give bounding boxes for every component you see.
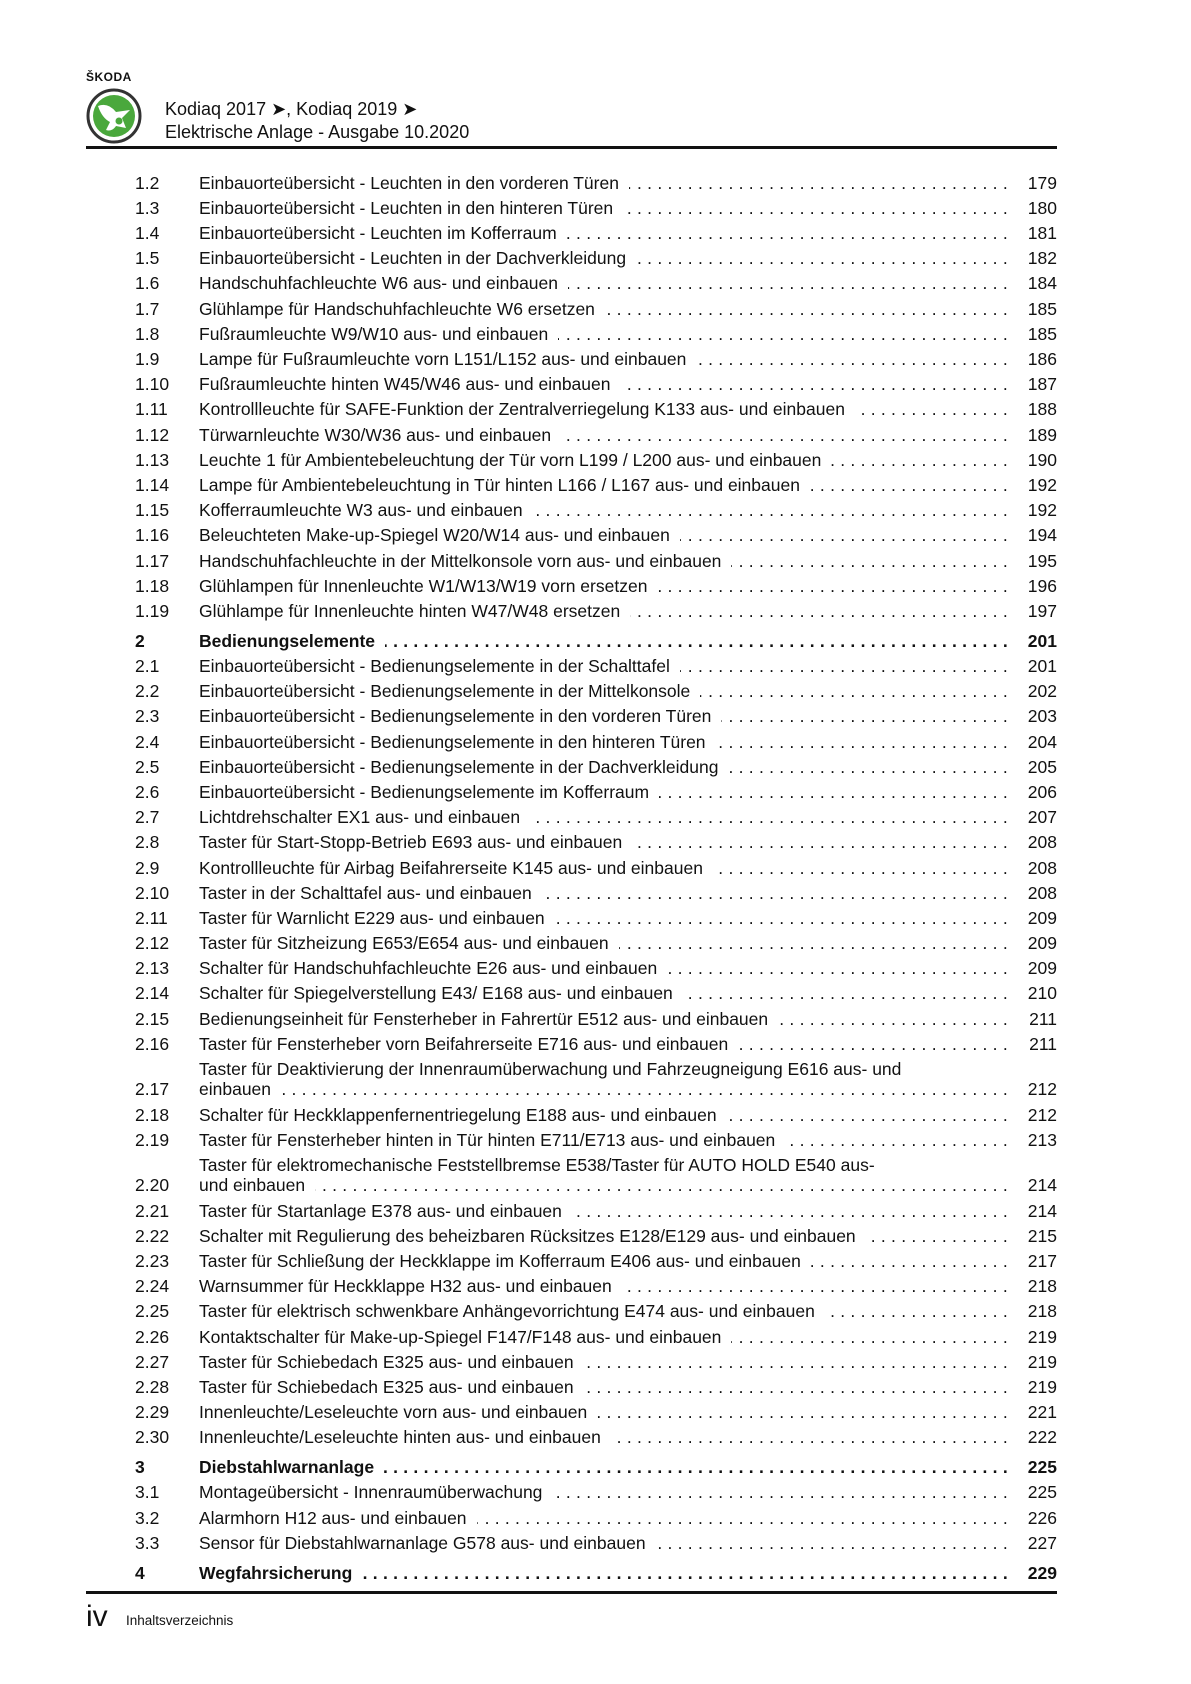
entry-title: Taster für Start-Stopp-Betrieb E693 aus- und einbauen (199, 832, 623, 853)
entry-page: 195 (1027, 550, 1057, 571)
entry-page: 208 (1027, 882, 1057, 903)
dot-leader (530, 807, 1013, 828)
toc-entry[interactable] (135, 1503, 1057, 1528)
dot-leader (552, 1482, 1013, 1503)
entry-page: 186 (1027, 349, 1057, 369)
dot-leader (572, 1201, 1013, 1222)
toc-entry[interactable] (135, 244, 1057, 269)
entry-number: 2.1 (135, 656, 160, 677)
dot-leader (623, 198, 1013, 219)
toc-entry[interactable] (135, 495, 1057, 520)
entry-number: 2.8 (135, 832, 160, 853)
dot-leader (731, 1327, 1013, 1348)
toc-entry[interactable] (135, 1004, 1057, 1029)
entry-title: Glühlampe für Handschuhfachleuchte W6 ersetzen (199, 298, 595, 319)
entry-page: 206 (1027, 781, 1057, 802)
entry-title: Beleuchteten Make-up-Spiegel W20/W14 aus- und einbauen (199, 525, 670, 546)
entry-number: 2.15 (135, 1008, 170, 1029)
entry-number: 1.18 (135, 575, 170, 596)
dot-leader (315, 1175, 1013, 1196)
entry-page: 221 (1027, 1402, 1057, 1423)
dot-leader (621, 374, 1014, 395)
dot-leader (683, 983, 1013, 1004)
dot-leader (713, 858, 1013, 879)
toc-entry[interactable] (135, 1054, 1057, 1100)
entry-number: 2.4 (135, 731, 160, 752)
dot-leader (729, 757, 1014, 778)
dot-leader (866, 1226, 1013, 1247)
dot-leader (362, 1563, 1013, 1584)
entry-page: 189 (1027, 424, 1057, 445)
entry-title: Leuchte 1 für Ambientebeleuchtung der Tür vorn L199 / L200 aus- und einbauen (199, 449, 822, 470)
dot-leader (605, 299, 1013, 320)
entry-number: 2.22 (135, 1225, 170, 1246)
entry-title: Innenleuchte/Leseleuchte vorn aus- und einbauen (199, 1402, 588, 1423)
entry-number: 1.6 (135, 273, 160, 294)
entry-title-continued: einbauen (199, 1079, 272, 1100)
dot-leader (716, 732, 1013, 753)
entry-number: 2.27 (135, 1351, 170, 1372)
dot-leader (659, 782, 1013, 803)
entry-page: 219 (1027, 1376, 1057, 1397)
toc-entry[interactable] (135, 420, 1057, 445)
dot-leader (811, 1251, 1013, 1272)
dot-leader (584, 1352, 1013, 1373)
entry-page: 212 (1027, 1104, 1057, 1125)
toc-entry[interactable] (135, 168, 1057, 193)
toc-section-entry[interactable] (135, 1453, 1057, 1478)
entry-title: Warnsummer für Heckklappe H32 aus- und einbauen (199, 1276, 612, 1297)
dot-leader (384, 1457, 1013, 1478)
entry-title: Alarmhorn H12 aus- und einbauen (199, 1507, 467, 1528)
entry-page: 184 (1027, 273, 1057, 294)
dot-leader (855, 399, 1013, 420)
toc-entry[interactable] (135, 677, 1057, 702)
toc-entry[interactable] (135, 1029, 1057, 1054)
entry-page: 209 (1027, 907, 1057, 928)
entry-title: Handschuhfachleuchte in der Mittelkonsole vorn aus- und einbauen (199, 550, 722, 571)
dot-leader (611, 1427, 1013, 1448)
dot-leader (657, 576, 1013, 597)
entry-title: Wegfahrsicherung (199, 1562, 353, 1583)
toc-entry[interactable] (135, 596, 1057, 621)
entry-number: 3.2 (135, 1507, 160, 1528)
entry-page: 207 (1027, 807, 1057, 828)
entry-page: 192 (1027, 500, 1057, 521)
entry-title: Einbauorteübersicht - Bedienungselemente in der Mittelkonsole (199, 681, 691, 702)
entry-page: 208 (1027, 857, 1057, 878)
dot-leader (721, 706, 1013, 727)
entry-title: Fußraumleuchte W9/W10 aus- und einbauen (199, 323, 549, 344)
entry-number: 2.2 (135, 681, 160, 702)
entry-number: 2.30 (135, 1427, 170, 1448)
dot-leader (584, 1377, 1013, 1398)
entry-title: Diebstahlwarnanlage (199, 1457, 375, 1478)
entry-number: 2.13 (135, 958, 170, 979)
entry-number: 2.18 (135, 1104, 170, 1125)
entry-title: Taster für Fensterheber hinten in Tür hinten E711/E713 aus- und einbauen (199, 1129, 776, 1150)
toc-entry[interactable] (135, 370, 1057, 395)
entry-number: 1.12 (135, 424, 170, 445)
dot-leader (778, 1009, 1013, 1030)
entry-title: Montageübersicht - Innenraumüberwachung (199, 1482, 543, 1503)
toc-entry[interactable] (135, 727, 1057, 752)
entry-page: 219 (1027, 1351, 1057, 1372)
toc-entry[interactable] (135, 294, 1057, 319)
entry-number: 1.3 (135, 197, 160, 218)
entry-title: Kontrollleuchte für SAFE-Funktion der Zentralverriegelung K133 aus- und einbauen (199, 399, 845, 420)
skoda-logo-icon (86, 88, 142, 144)
dot-leader (533, 500, 1013, 521)
toc-section-entry[interactable] (135, 1558, 1057, 1583)
toc-entry[interactable] (135, 702, 1057, 727)
entry-title: Schalter für Handschuhfachleuchte E26 aus- und einbauen (199, 958, 658, 979)
toc-entry[interactable] (135, 1221, 1057, 1246)
toc-entry[interactable] (135, 828, 1057, 853)
entry-title: Taster für elektromechanische Feststellbremse E538/Taster für AUTO HOLD E540 aus- (199, 1154, 875, 1175)
dot-leader (619, 933, 1013, 954)
entry-page: 226 (1027, 1507, 1057, 1528)
toc-entry[interactable] (135, 470, 1057, 495)
dot-leader (785, 1130, 1013, 1151)
entry-number: 1.16 (135, 525, 170, 546)
entry-title: Schalter für Heckklappenfernentriegelung E188 aus- und einbauen (199, 1104, 717, 1125)
entry-page: 187 (1027, 374, 1057, 395)
toc-entry[interactable] (135, 1372, 1057, 1397)
toc-entry[interactable] (135, 1196, 1057, 1221)
entry-title: Taster in der Schalttafel aus- und einbauen (199, 882, 532, 903)
entry-page: 213 (1027, 1129, 1057, 1150)
entry-title: Taster für Fensterheber vorn Beifahrerseite E716 aus- und einbauen (199, 1033, 729, 1054)
entry-page: 202 (1027, 681, 1057, 702)
toc-entry[interactable] (135, 1397, 1057, 1422)
toc-entry[interactable] (135, 802, 1057, 827)
dot-leader (831, 450, 1013, 471)
dot-leader (632, 832, 1013, 853)
entry-number: 2.25 (135, 1301, 170, 1322)
toc-entry[interactable] (135, 651, 1057, 676)
entry-number: 2 (135, 630, 145, 651)
entry-page: 181 (1027, 223, 1057, 244)
dot-leader (700, 681, 1013, 702)
dot-leader (558, 324, 1013, 345)
entry-number: 2.9 (135, 857, 160, 878)
entry-number: 3.1 (135, 1482, 160, 1503)
entry-title: Handschuhfachleuchte W6 aus- und einbauen (199, 273, 558, 294)
entry-title-continued: und einbauen (199, 1175, 306, 1196)
toc-entry[interactable] (135, 1322, 1057, 1347)
entry-number: 1.2 (135, 172, 160, 193)
entry-title: Einbauorteübersicht - Leuchten in den vorderen Türen (199, 172, 619, 193)
entry-number: 1.19 (135, 600, 170, 621)
dot-leader (636, 248, 1013, 269)
toc-entry[interactable] (135, 954, 1057, 979)
entry-title: Taster für Schließung der Heckklappe im Kofferraum E406 aus- und einbauen (199, 1250, 801, 1271)
dot-leader (727, 1105, 1013, 1126)
entry-page: 225 (1027, 1482, 1057, 1503)
entry-number: 1.15 (135, 500, 170, 521)
entry-title: Einbauorteübersicht - Leuchten im Kofferraum (199, 223, 557, 244)
dot-leader (281, 1079, 1013, 1100)
entry-page: 218 (1027, 1301, 1057, 1322)
document-title (165, 98, 469, 144)
entry-page: 192 (1027, 474, 1057, 495)
dot-leader (597, 1402, 1013, 1423)
entry-page: 203 (1027, 706, 1057, 727)
entry-number: 2.28 (135, 1376, 170, 1397)
footer-label: Inhaltsverzeichnis (126, 1613, 234, 1628)
entry-title: Einbauorteübersicht - Leuchten in der Dachverkleidung (199, 248, 627, 269)
dot-leader (680, 525, 1013, 546)
dot-leader (622, 1276, 1013, 1297)
toc-entry[interactable] (135, 395, 1057, 420)
entry-number: 2.10 (135, 882, 170, 903)
entry-number: 1.7 (135, 298, 160, 319)
entry-title: Kofferraumleuchte W3 aus- und einbauen (199, 500, 523, 521)
toc-entry[interactable] (135, 1478, 1057, 1503)
entry-title: Taster für Warnlicht E229 aus- und einbauen (199, 907, 545, 928)
dot-leader (629, 173, 1013, 194)
entry-title: Bedienungseinheit für Fensterheber in Fahrertür E512 aus- und einbauen (199, 1008, 769, 1029)
entry-number: 1.13 (135, 449, 170, 470)
entry-page: 214 (1027, 1200, 1057, 1221)
entry-title: Taster für Schiebedach E325 aus- und einbauen (199, 1351, 574, 1372)
entry-page: 218 (1027, 1276, 1057, 1297)
toc-entry[interactable] (135, 1423, 1057, 1448)
toc-entry[interactable] (135, 521, 1057, 546)
dot-leader (568, 273, 1013, 294)
entry-number: 1.5 (135, 248, 160, 269)
entry-page: 194 (1027, 525, 1057, 546)
entry-number: 2.19 (135, 1129, 170, 1150)
dot-leader (696, 349, 1013, 370)
entry-page: 210 (1027, 983, 1057, 1004)
toc-entry[interactable] (135, 344, 1057, 369)
entry-page: 182 (1027, 248, 1057, 269)
entry-title: Lampe für Fußraumleuchte vorn L151/L152 aus- und einbauen (199, 349, 687, 369)
dot-leader (738, 1034, 1013, 1055)
toc-entry[interactable] (135, 193, 1057, 218)
entry-title: Glühlampe für Innenleuchte hinten W47/W48 ersetzen (199, 600, 621, 621)
entry-number: 1.4 (135, 223, 160, 244)
toc-entry[interactable] (135, 777, 1057, 802)
entry-title: Glühlampen für Innenleuchte W1/W13/W19 vorn ersetzen (199, 575, 648, 596)
entry-page: 212 (1027, 1079, 1057, 1100)
entry-page: 219 (1027, 1326, 1057, 1347)
dot-leader (630, 601, 1013, 622)
entry-page: 211 (1029, 1008, 1057, 1029)
entry-title: Schalter für Spiegelverstellung E43/ E168 aus- und einbauen (199, 983, 673, 1004)
dot-leader (825, 1301, 1013, 1322)
entry-page: 225 (1027, 1457, 1057, 1478)
toc-entry[interactable] (135, 269, 1057, 294)
toc-entry[interactable] (135, 1347, 1057, 1372)
entry-title: Kontaktschalter für Make-up-Spiegel F147/F148 aus- und einbauen (199, 1326, 722, 1347)
entry-title: Einbauorteübersicht - Bedienungselemente in der Dachverkleidung (199, 756, 719, 777)
entry-page: 222 (1027, 1427, 1057, 1448)
entry-number: 2.5 (135, 756, 160, 777)
toc-entry[interactable] (135, 853, 1057, 878)
toc-entry[interactable] (135, 218, 1057, 243)
entry-page: 205 (1027, 756, 1057, 777)
toc-entry[interactable] (135, 979, 1057, 1004)
entry-title: Einbauorteübersicht - Bedienungselemente in den vorderen Türen (199, 706, 712, 727)
toc-entry[interactable] (135, 546, 1057, 571)
toc-entry[interactable] (135, 1297, 1057, 1322)
footer-divider (86, 1591, 1057, 1594)
entry-number: 2.26 (135, 1326, 170, 1347)
entry-number: 2.3 (135, 706, 160, 727)
entry-title: Einbauorteübersicht - Leuchten in den hinteren Türen (199, 197, 614, 218)
entry-number: 4 (135, 1562, 145, 1583)
entry-number: 1.8 (135, 323, 160, 344)
entry-page: 217 (1027, 1250, 1057, 1271)
brand-wordmark: ŠKODA (86, 70, 132, 84)
toc-entry[interactable] (135, 1150, 1057, 1196)
entry-page: 201 (1027, 630, 1057, 651)
entry-number: 2.24 (135, 1276, 170, 1297)
entry-number: 1.17 (135, 550, 170, 571)
entry-page: 204 (1027, 731, 1057, 752)
entry-number: 2.20 (135, 1175, 170, 1196)
entry-title: Kontrollleuchte für Airbag Beifahrerseite K145 aus- und einbauen (199, 857, 703, 878)
dot-leader (810, 475, 1013, 496)
toc-entry[interactable] (135, 928, 1057, 953)
entry-title: Einbauorteübersicht - Bedienungselemente in der Schalttafel (199, 656, 670, 677)
entry-number: 1.10 (135, 374, 170, 395)
entry-page: 229 (1027, 1562, 1057, 1583)
header-divider (86, 146, 1057, 149)
entry-title: Sensor für Diebstahlwarnanlage G578 aus- und einbauen (199, 1532, 646, 1553)
entry-title: Türwarnleuchte W30/W36 aus- und einbauen (199, 424, 552, 445)
entry-title: Taster für Schiebedach E325 aus- und einbauen (199, 1376, 574, 1397)
entry-number: 1.9 (135, 349, 160, 369)
dot-leader (555, 908, 1013, 929)
toc-entry[interactable] (135, 1271, 1057, 1296)
entry-title: Einbauorteübersicht - Bedienungselemente in den hinteren Türen (199, 731, 706, 752)
dot-leader (680, 656, 1013, 677)
entry-title: Taster für Sitzheizung E653/E654 aus- und einbauen (199, 933, 609, 954)
model-line: Kodiaq 2017 ➤, Kodiaq 2019 ➤ (165, 99, 418, 119)
entry-title: Lampe für Ambientebeleuchtung in Tür hinten L166 / L167 aus- und einbauen (199, 474, 800, 495)
entry-page: 209 (1027, 958, 1057, 979)
table-of-contents (135, 168, 1057, 1583)
toc-entry[interactable] (135, 878, 1057, 903)
entry-page: 190 (1027, 449, 1057, 470)
entry-page: 215 (1027, 1225, 1057, 1246)
entry-page: 209 (1027, 933, 1057, 954)
dot-leader (561, 425, 1013, 446)
entry-page: 179 (1027, 172, 1057, 193)
entry-page: 180 (1027, 197, 1057, 218)
entry-page: 197 (1027, 600, 1057, 621)
entry-number: 3 (135, 1457, 145, 1478)
toc-entry[interactable] (135, 1528, 1057, 1553)
dot-leader (477, 1508, 1013, 1529)
toc-entry[interactable] (135, 571, 1057, 596)
entry-page: 196 (1027, 575, 1057, 596)
entry-number: 2.16 (135, 1033, 170, 1054)
entry-title: Bedienungselemente (199, 630, 376, 651)
toc-entry[interactable] (135, 1246, 1057, 1271)
entry-title: Innenleuchte/Leseleuchte hinten aus- und einbauen (199, 1427, 601, 1448)
dot-leader (567, 223, 1013, 244)
entry-title: Fußraumleuchte hinten W45/W46 aus- und einbauen (199, 374, 611, 395)
entry-number: 2.12 (135, 933, 170, 954)
toc-entry[interactable] (135, 752, 1057, 777)
page-number: iv (86, 1600, 108, 1633)
entry-page: 185 (1027, 323, 1057, 344)
entry-page: 214 (1027, 1175, 1057, 1196)
dot-leader (656, 1533, 1013, 1554)
entry-number: 2.6 (135, 781, 160, 802)
entry-number: 2.7 (135, 807, 160, 828)
entry-title: Schalter mit Regulierung des beheizbaren Rücksitzes E128/E129 aus- und einbauen (199, 1225, 856, 1246)
toc-entry[interactable] (135, 1100, 1057, 1125)
toc-entry[interactable] (135, 903, 1057, 928)
toc-entry[interactable] (135, 445, 1057, 470)
entry-number: 1.11 (135, 399, 168, 420)
entry-number: 1.14 (135, 474, 170, 495)
entry-number: 2.21 (135, 1200, 170, 1221)
entry-page: 188 (1027, 399, 1057, 420)
entry-title: Taster für Startanlage E378 aus- und einbauen (199, 1200, 562, 1221)
dot-leader (731, 551, 1013, 572)
dot-leader (667, 958, 1013, 979)
toc-entry[interactable] (135, 319, 1057, 344)
dot-leader (542, 883, 1013, 904)
entry-title: Lichtdrehschalter EX1 aus- und einbauen (199, 807, 521, 828)
entry-page: 211 (1029, 1033, 1057, 1054)
entry-number: 3.3 (135, 1532, 160, 1553)
entry-page: 185 (1027, 298, 1057, 319)
entry-number: 2.29 (135, 1402, 170, 1423)
dot-leader (385, 631, 1013, 652)
toc-section-entry[interactable] (135, 626, 1057, 651)
entry-title: Taster für elektrisch schwenkbare Anhängevorrichtung E474 aus- und einbauen (199, 1301, 815, 1322)
edition-line: Elektrische Anlage - Ausgabe 10.2020 (165, 122, 470, 142)
toc-entry[interactable] (135, 1125, 1057, 1150)
entry-number: 2.11 (135, 907, 168, 928)
entry-number: 2.23 (135, 1250, 170, 1271)
entry-title: Einbauorteübersicht - Bedienungselemente im Kofferraum (199, 781, 650, 802)
entry-title: Taster für Deaktivierung der Innenraumüberwachung und Fahrzeugneigung E616 aus- und (199, 1058, 902, 1079)
entry-page: 201 (1027, 656, 1057, 677)
entry-number: 2.17 (135, 1079, 170, 1100)
entry-page: 227 (1027, 1532, 1057, 1553)
entry-page: 208 (1027, 832, 1057, 853)
entry-number: 2.14 (135, 983, 170, 1004)
